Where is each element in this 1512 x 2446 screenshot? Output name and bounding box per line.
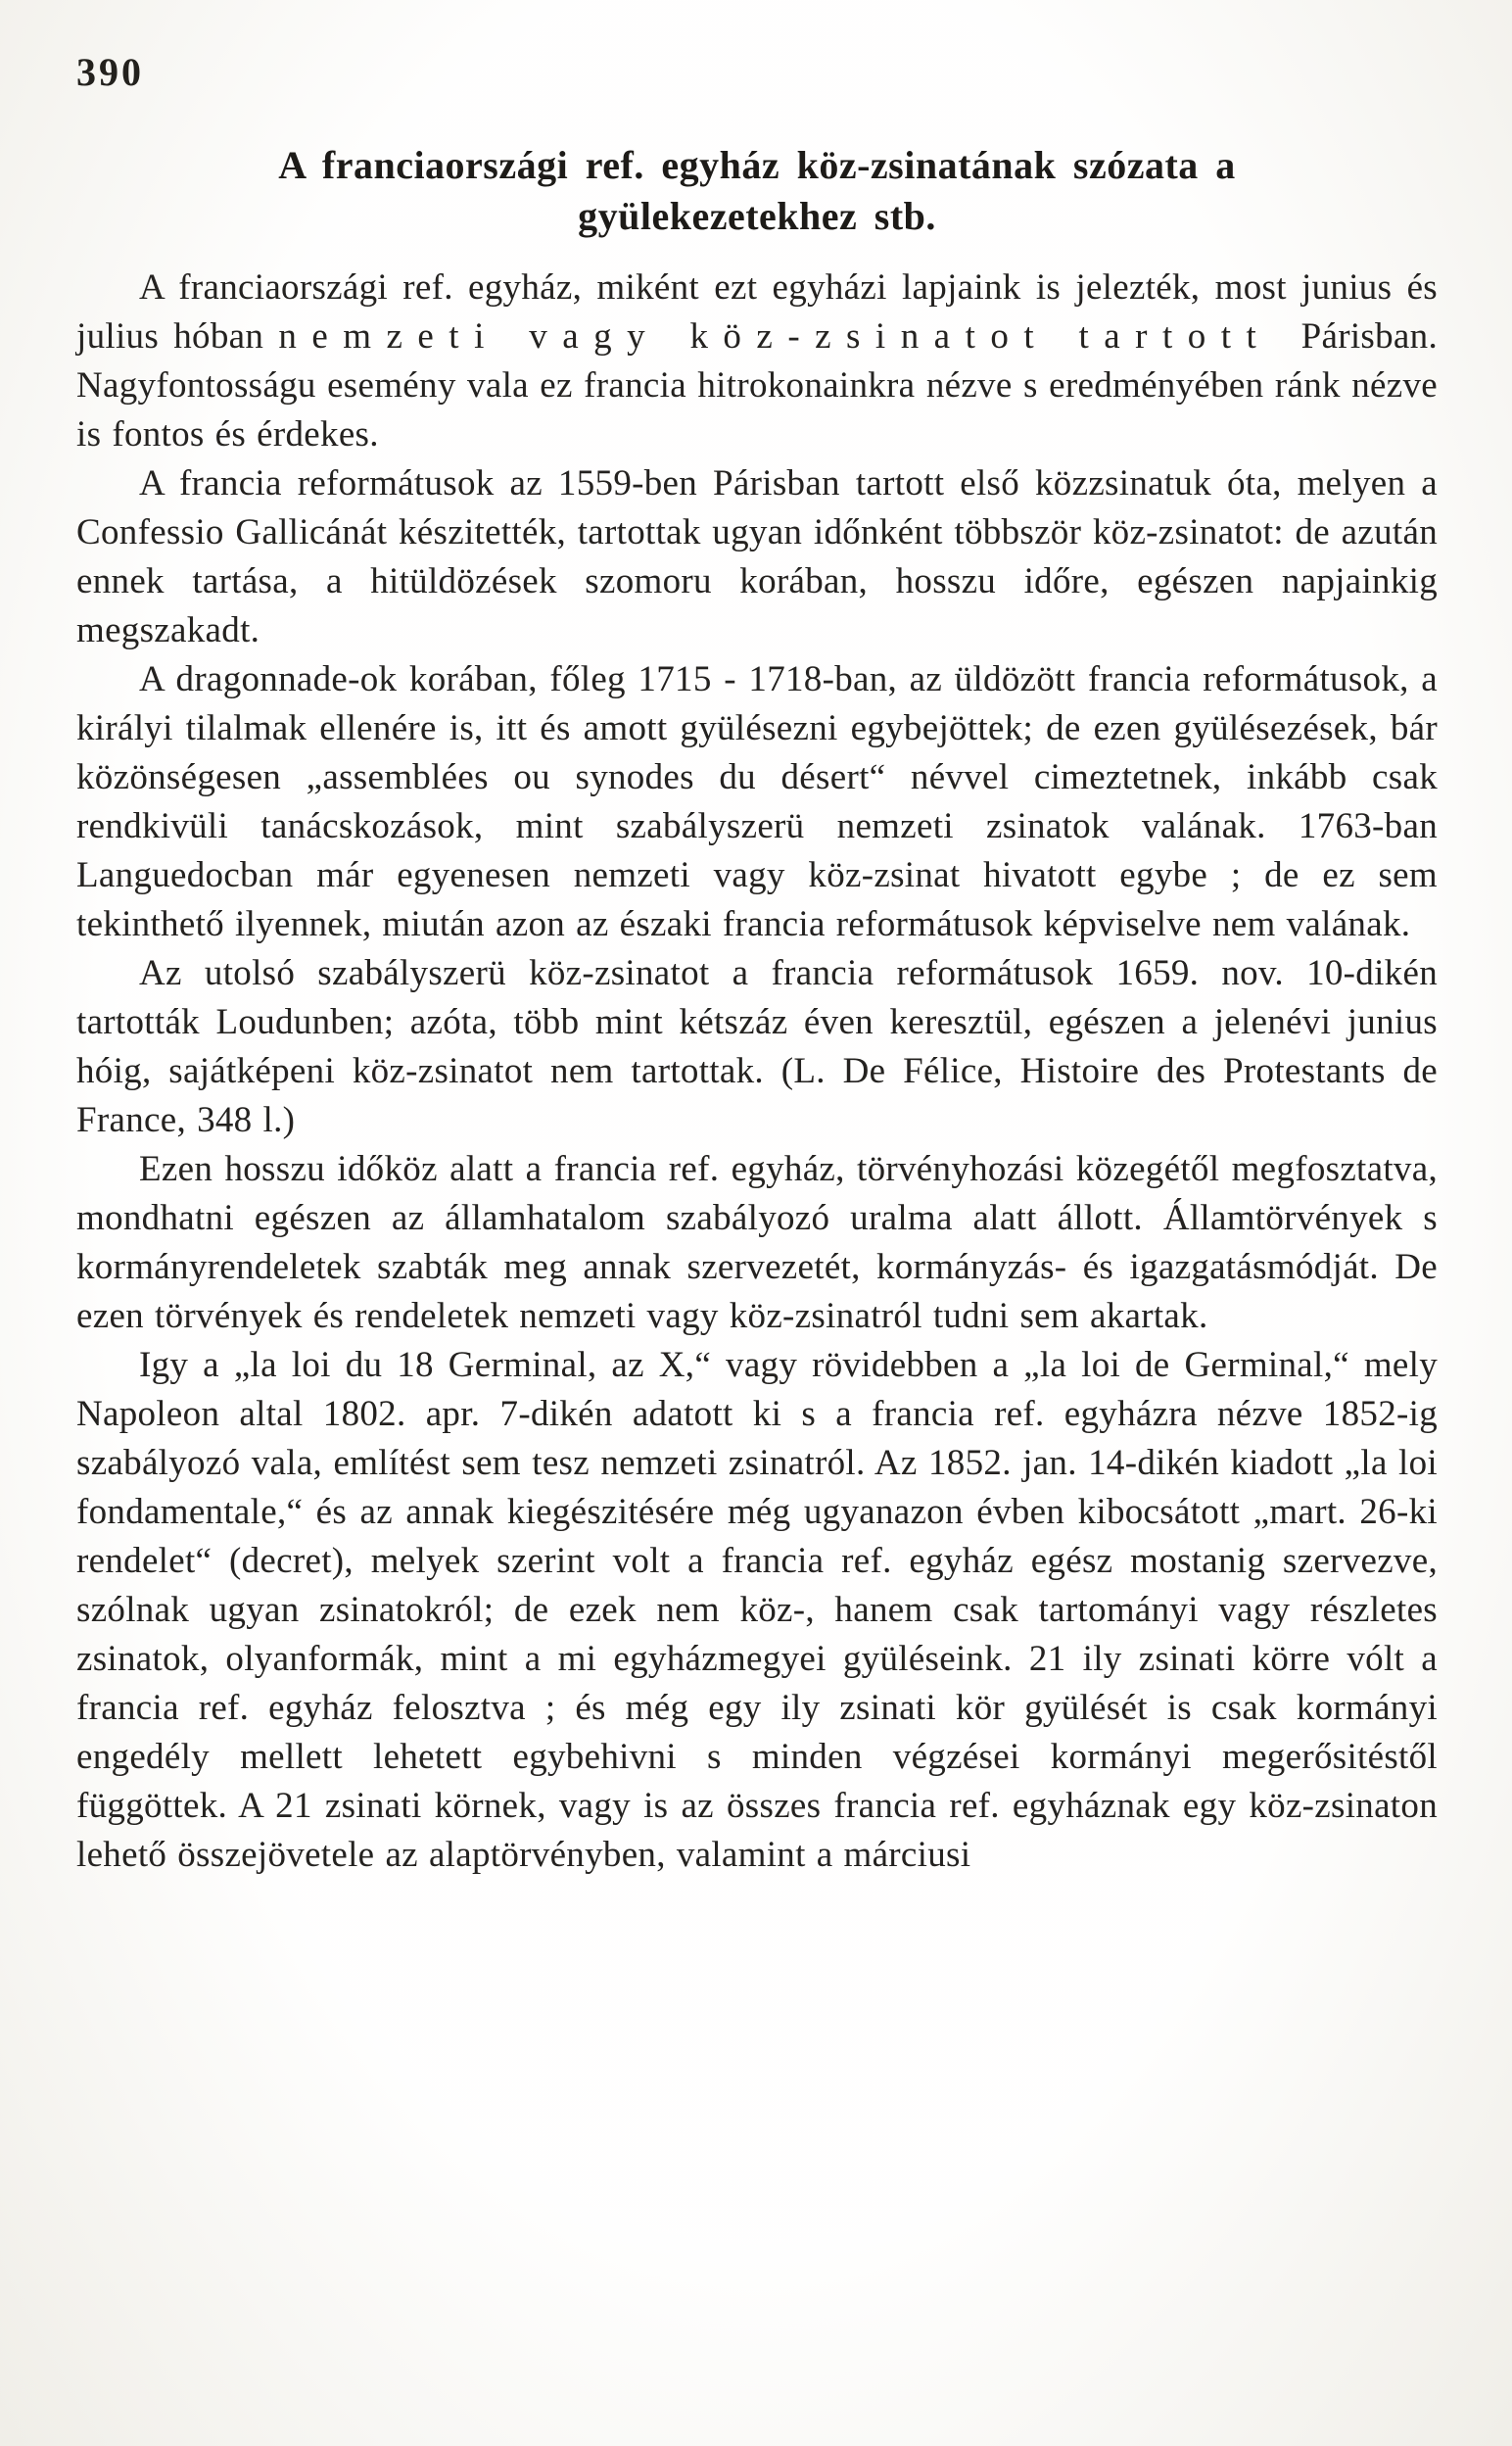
paragraph-6: Igy a „la loi du 18 Germinal, az X,“ vagy rövidebben a „la loi de Germinal,“ mely Napoleon altal 1802. apr. 7-dikén adatott ki s a francia ref. egyházra nézve 1852-ig szabályozó vala, említést sem tesz nemzeti zsinatról. Az 1852. jan. 14-dikén kiadott „la loi fondamentale,“ és az annak kiegészitésére még ugyanazon évben kibocsátott „mart. 26-ki rendelet“ (decret), melyek szerint volt a francia ref. egyház egész mostanig szervezve, szólnak ugyan zsinatokról; de ezek nem köz-, hanem csak tartományi vagy részletes zsinatok, olyanformák, mint a mi egyházmegyei gyüléseink. 21 ily zsinati körre vólt a francia ref. egyház felosztva ; és még egy ily zsinati kör gyülését is csak kormányi engedély mellett lehetett egybehivni s minden végzései kormányi megerősitéstől függöttek. A 21 zsinati körnek, vagy is az összes francia ref. egyháznak egy köz-zsinaton lehető összejövetele az alaptörvényben, valamint a márciusi [76,1345,1438,1875]
paragraph-5: Ezen hosszu időköz alatt a francia ref. egyház, törvényhozási közegétől megfosztatva, mondhatni egészen az államhatalom szabályozó uralma alatt állott. Államtörvények s kormányrendeletek szabták meg annak szervezetét, kormányzás- és igazgatásmódját. De ezen törvények és rendeletek nemzeti vagy köz-zsinatról tudni sem akartak. [76,1149,1438,1336]
article-title-line-2: gyülekezetekhez stb. [578,194,936,238]
paragraph-4: Az utolsó szabályszerü köz-zsinatot a francia reformátusok 1659. nov. 10-dikén tartották Loudunben; azóta, több mint kétszáz éven keresztül, egészen a jelenévi junius hóig, sajátképeni köz-zsinatot nem tartottak. (L. De Félice, Histoire des Protestants de France, 348 l.) [76,953,1438,1140]
paragraph-2: A francia reformátusok az 1559-ben Párisban tartott első közzsinatuk óta, melyen a Confessio Gallicánát készitették, tartottak ugyan időnként többször köz-zsinatot: de azután ennek tartása, a hitüldözések szomoru korában, hosszu időre, egészen napjainkig megszakadt. [76,463,1438,650]
page-number: 390 [76,50,144,94]
article-body [76,264,1438,1880]
article-title-line-1: A franciaországi ref. egyház köz-zsinatának szózata a [278,143,1236,187]
paragraph-3: A dragonnade-ok korában, főleg 1715 - 1718-ban, az üldözött francia reformátusok, a királyi tilalmak ellenére is, itt és amott gyülésezni egybejöttek; de ezen gyülésezések, bár közönségesen „assemblées ou synodes du désert“ névvel cimeztetnek, inkább csak rendkivüli tanácskozások, mint szabályszerü nemzeti zsinatok valának. 1763-ban Languedocban már egyenesen nemzeti vagy köz-zsinat hivatott egybe ; de ez sem tekinthető ilyennek, miután azon az északi francia reformátusok képviselve nem valának. [76,659,1438,944]
article-title [76,140,1438,242]
paragraph-1: A franciaországi ref. egyház, miként ezt egyházi lapjaink is jelezték, most junius és julius hóban n e m z e t i v a g y k ö z - z s i n a t o t t a r t o t t Párisban. Nagyfontosságu esemény vala ez francia hitrokonainkra nézve s eredményében ránk nézve is fontos és érdekes. [76,267,1438,455]
